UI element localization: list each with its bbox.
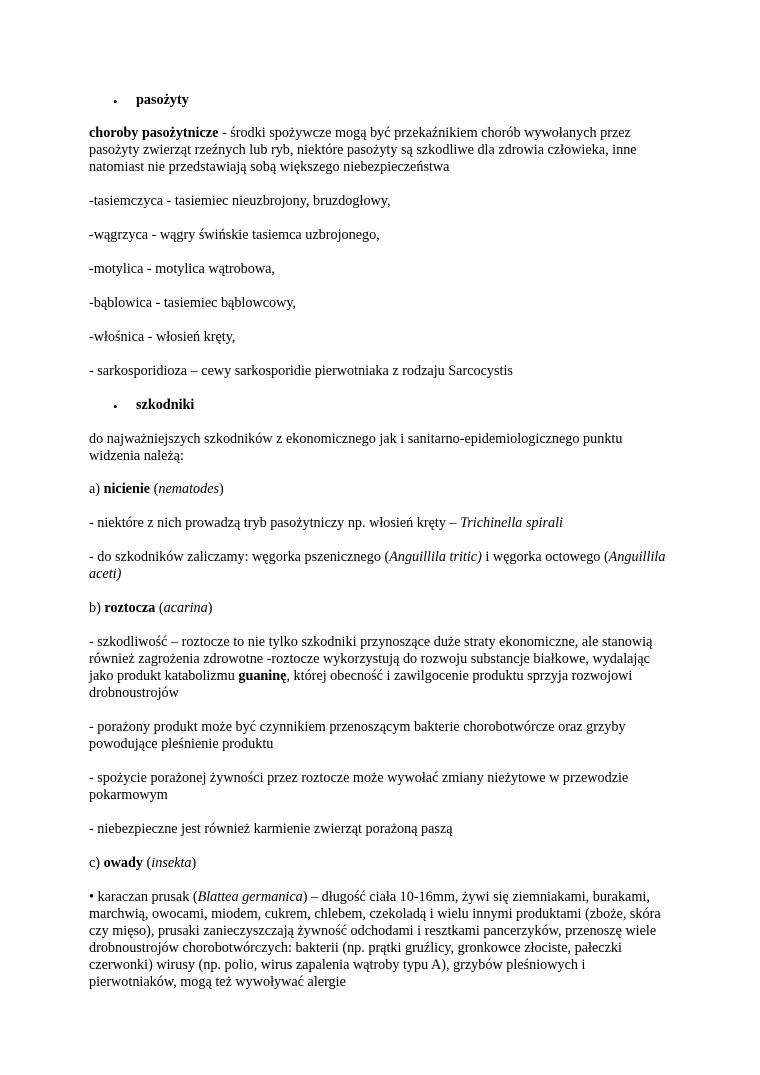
subheading-nematodes	[89, 481, 675, 498]
list-item: -bąblowica - tasiemiec bąblowcowy,	[89, 295, 297, 311]
paragraph-mites-4: - niebezpieczne jest również karmienie zwierząt porażoną paszą	[89, 821, 453, 837]
paragraph-text: - niektóre z nich prowadzą tryb pasożytniczy np. włosień kręty –	[89, 515, 461, 531]
paragraph-parasitic-diseases	[89, 125, 675, 176]
term-parasitic-diseases: choroby pasożytnicze	[89, 125, 219, 141]
section-heading-pests: szkodniki	[136, 397, 195, 413]
paragraph-text: i węgorka octowego (	[481, 549, 609, 565]
list-item: -włośnica - włosień kręty,	[89, 329, 236, 345]
latin-name: Anguillila tritic)	[389, 549, 482, 565]
latin-name: acarina	[163, 600, 208, 616]
paragraph-mites-3: - spożycie porażonej żywności przez roztocze może wywołać zmiany nieżytowe w przewodzie pokarmowym	[89, 770, 629, 803]
paren: (	[143, 855, 152, 871]
list-item: -wągrzyca - wągry świńskie tasiemca uzbrojonego,	[89, 227, 380, 243]
paragraph-mites-1	[89, 634, 675, 702]
term-insects: owady	[103, 855, 143, 871]
list-prefix: c)	[89, 855, 104, 871]
paragraph-mites-2: - porażony produkt może być czynnikiem przenoszącym bakterie chorobotwórcze oraz grzyby powodujące pleśnienie produktu	[89, 719, 626, 752]
latin-name: nematodes	[158, 481, 220, 497]
latin-name: Blattea germanica	[197, 889, 303, 905]
list-item: -motylica - motylica wątrobowa,	[89, 261, 275, 277]
section-heading-parasites: pasożyty	[136, 92, 189, 108]
list-item: -tasiemczyca - tasiemiec nieuzbrojony, bruzdogłowy,	[89, 193, 391, 209]
latin-name: insekta	[151, 855, 192, 871]
list-item: - sarkosporidioza – cewy sarkosporidie pierwotniaka z rodzaju Sarcocystis	[89, 363, 513, 379]
subheading-insects	[89, 855, 675, 872]
paragraph-text: ) – długość ciała 10-16mm, żywi się ziemniakami, burakami, marchwią, owocami, miodem, cukrem, chlebem, czekoladą i wielu innymi produktami (zboże, skóra czy mięso), prusaki zanieczyszczają żywność odchodami i resztkami pancerzyków, przenoszę wiele drobnoustrojów chorobotwórczych: bakterii (np. prątki gruźlicy, gronkowce złociste, pałeczki czerwonki) wirusy (np. polio, wirus zapalenia wątroby typu A), grzybów pleśniowych i pierwotniaków, mogą też wywoływać alergie	[89, 889, 661, 990]
term-nematodes: nicienie	[103, 481, 151, 497]
paragraph-nematodes-2	[89, 549, 675, 583]
latin-name: Anguillila aceti)	[89, 549, 666, 582]
term-mites: roztocza	[104, 600, 156, 616]
bullet-marker: •	[89, 889, 98, 905]
paragraph-text: - do szkodników zaliczamy: węgorka pszenicznego (	[89, 549, 390, 565]
term-guanine: guaninę	[238, 668, 287, 684]
paragraph-insects-1	[89, 889, 675, 991]
paragraph-text: - szkodliwość – roztocze to nie tylko szkodniki przynoszące duże straty ekonomiczne, ale stanowią również zagrożenia zdrowotne -roztocze wykorzystują do rozwoju substancje białkowe, wydalając jako produkt katabolizmu	[89, 634, 653, 684]
list-prefix: b)	[89, 600, 105, 616]
paren: )	[207, 600, 213, 616]
paragraph-pests-intro: do najważniejszych szkodników z ekonomicznego jak i sanitarno-epidemiologicznego punktu widzenia należą:	[89, 431, 623, 464]
latin-name: Trichinella spirali	[460, 515, 563, 531]
paren: )	[191, 855, 197, 871]
paragraph-text: - środki spożywcze mogą być przekaźnikiem chorób wywołanych przez pasożyty zwierząt rzeźnych lub ryb, niektóre pasożyty są szkodliwe dla zdrowia człowieka, inne natomiast nie przedstawiają sobą większego niebezpieczeństwa	[89, 125, 637, 175]
paragraph-nematodes-1	[89, 515, 675, 532]
paren: )	[219, 481, 224, 497]
subheading-mites	[89, 600, 675, 617]
paragraph-text: , której obecność i zawilgocenie produktu sprzyja rozwojowi drobnoustrojów	[89, 668, 633, 701]
paren: (	[155, 600, 164, 616]
bullet-marker: •	[113, 94, 118, 109]
paragraph-text: karaczan prusak (	[97, 889, 198, 905]
paren: (	[150, 481, 159, 497]
bullet-marker: •	[113, 399, 118, 414]
list-prefix: a)	[89, 481, 104, 497]
